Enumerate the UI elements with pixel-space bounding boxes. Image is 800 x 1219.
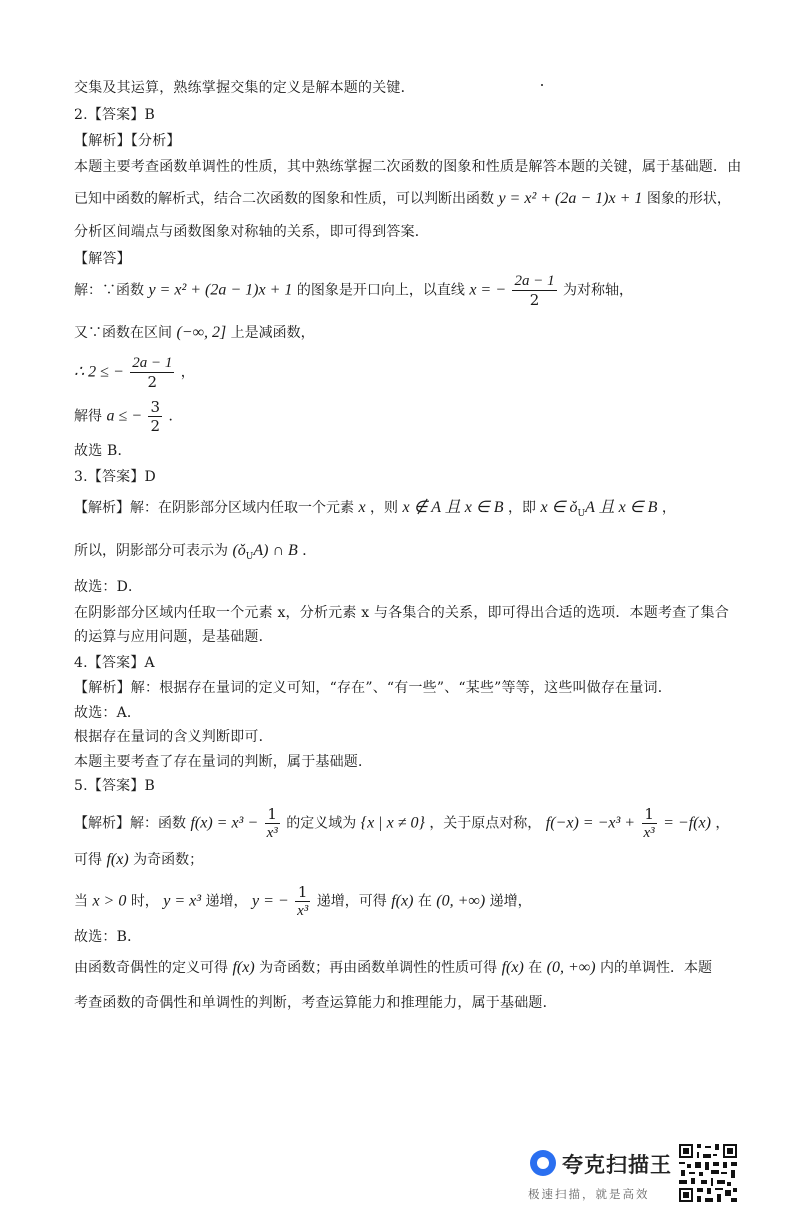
fraction	[265, 805, 280, 842]
text-span: ，	[715, 815, 730, 832]
fraction-denominator: x³	[297, 903, 309, 919]
answer-heading: 5.【答案】B	[74, 778, 156, 794]
text-span: 为奇函数；再由函数单调性的性质可得	[259, 960, 498, 976]
text-span: ．	[168, 408, 183, 425]
text-line: 根据存在量词的含义判断即可．	[74, 729, 273, 745]
text-line	[74, 272, 734, 309]
math-expression: y = x² + (2a − 1)x + 1	[148, 281, 293, 299]
text-line	[74, 883, 734, 920]
text-span: 在	[528, 960, 543, 976]
text-line	[74, 188, 734, 210]
fraction-numerator: 1	[265, 805, 280, 824]
text-line	[74, 805, 734, 842]
math-expression: = −f(x)	[663, 814, 711, 832]
text-line: 本题主要考查了存在量词的判断，属于基础题．	[74, 754, 373, 770]
text-span: 图象的形状，	[646, 191, 731, 207]
text-span: 【解析】解：在阴影部分区域内任取一个元素	[74, 500, 354, 516]
math-expression: {x | x ≠ 0}	[360, 814, 425, 832]
fraction-numerator: 2a − 1	[514, 273, 555, 289]
text-span: 为奇函数；	[133, 852, 204, 868]
answer-heading: 4.【答案】A	[74, 655, 155, 671]
text-line: 【解析】解：根据存在量词的定义可知，“存在”、“有一些”、“某些”等等，这些叫做存在量词．	[74, 680, 672, 696]
analysis-heading: 【解析】【分析】	[74, 133, 181, 149]
text-line: 本题主要考查函数单调性的性质，其中熟练掌握二次函数的图象和性质是解答本题的关键，属于基础题．由	[74, 159, 742, 175]
fraction-numerator: 2a − 1	[132, 355, 173, 371]
math-expression: (0, +∞)	[546, 959, 596, 976]
text-line: 的运算与应用问题，是基础题．	[74, 629, 273, 645]
fraction	[148, 398, 162, 435]
brand-slogan: 极速扫描，就是高效	[528, 1187, 650, 1201]
text-span: 所以，阴影部分可表示为	[74, 543, 228, 559]
math-expression: x ∈ ǒ	[540, 499, 578, 516]
text-span: 在	[417, 893, 432, 910]
text-span: 解得	[74, 408, 102, 425]
fraction	[295, 883, 310, 920]
text-span: 的定义域为	[286, 815, 357, 832]
text-span: 递增，	[489, 893, 532, 910]
fraction	[642, 805, 657, 842]
text-line: 交集及其运算，熟练掌握交集的定义是解本题的关键．	[74, 80, 415, 96]
text-span: 递增，	[205, 893, 248, 910]
math-expression: x	[358, 499, 366, 516]
text-line: 分析区间端点与函数图象对称轴的关系，即可得到答案．	[74, 224, 429, 240]
text-span: ，关于原点对称，	[429, 815, 542, 832]
fraction-denominator: 2	[150, 417, 161, 435]
text-span: 时，	[130, 893, 159, 910]
text-span: 已知中函数的解析式，结合二次函数的图象和性质，可以判断出函数	[74, 191, 494, 207]
math-expression: f(x)	[501, 959, 524, 976]
text-span: ，则	[370, 500, 399, 516]
fraction-denominator: 2	[147, 373, 158, 391]
math-expression: y = x² + (2a − 1)x + 1	[498, 190, 643, 207]
answer-heading: 2.【答案】B	[74, 107, 156, 123]
fraction	[130, 354, 174, 391]
text-span: 当	[74, 893, 88, 910]
quark-logo-icon	[530, 1150, 556, 1176]
answer-heading: 3.【答案】D	[74, 469, 156, 485]
brand-name: 夸克扫描王	[562, 1153, 672, 1177]
math-expression: f(x)	[106, 851, 129, 868]
fraction-denominator: x³	[266, 825, 278, 841]
math-expression: f(x) = x³ −	[190, 814, 259, 832]
fraction-numerator: 3	[150, 398, 161, 416]
math-expression: (0, +∞)	[436, 892, 486, 910]
text-span: 上是减函数，	[230, 325, 315, 341]
math-expression: f(−x) = −x³ +	[545, 814, 636, 832]
text-span: ，	[180, 364, 195, 381]
text-span: ．	[302, 543, 317, 559]
math-expression: y = x³	[163, 892, 202, 910]
math-expression: x ∉ A 且 x ∈ B	[402, 499, 504, 516]
text-line: 故选：B．	[74, 929, 142, 945]
text-line	[74, 322, 734, 344]
math-expression: f(x)	[391, 892, 414, 910]
solution-heading: 【解答】	[74, 251, 131, 267]
subscript: U	[577, 508, 586, 519]
text-line: 考查函数的奇偶性和单调性的判断，考查运算能力和推理能力，属于基础题．	[74, 995, 557, 1011]
math-expression: x > 0	[92, 892, 127, 910]
text-span: 的图象是开口向上，以直线	[296, 282, 465, 299]
math-expression: A) ∩ B	[253, 542, 298, 559]
math-expression: y = −	[251, 892, 289, 910]
text-line: 故选：A．	[74, 705, 142, 721]
text-span: 递增，可得	[316, 893, 387, 910]
subscript: U	[245, 551, 254, 562]
text-line	[74, 540, 734, 568]
text-line	[74, 398, 734, 435]
text-line	[74, 497, 734, 525]
math-expression: (−∞, 2]	[176, 324, 227, 341]
text-span: 解：∵函数	[74, 282, 144, 299]
text-span: 由函数奇偶性的定义可得	[74, 960, 228, 976]
text-span: ，即	[507, 500, 536, 516]
text-span: 【解析】解：函数	[74, 815, 186, 832]
fraction-numerator: 1	[295, 883, 310, 902]
text-span: 内的单调性．本题	[599, 960, 712, 976]
text-span: 可得	[74, 852, 102, 868]
math-expression: x = −	[469, 281, 507, 299]
text-line: 故选 B．	[74, 443, 132, 459]
text-span: 为对称轴，	[563, 282, 634, 299]
text-line: 故选：D．	[74, 579, 143, 595]
text-span: ，	[661, 500, 676, 516]
math-expression: A 且 x ∈ B	[585, 499, 658, 516]
text-span: 又∵函数在区间	[74, 325, 172, 341]
text-line: 在阴影部分区域内任取一个元素 x，分析元素 x 与各集合的关系，即可得出合适的选项．本题考查了集合	[74, 605, 729, 621]
scanner-watermark	[528, 1145, 672, 1205]
qr-code-icon	[677, 1142, 739, 1204]
math-expression: a ≤ −	[106, 407, 143, 425]
math-expression: f(x)	[232, 959, 255, 976]
math-expression: (ǒ	[232, 542, 246, 559]
fraction-numerator: 1	[642, 805, 657, 824]
text-line	[74, 849, 734, 871]
text-line	[74, 354, 734, 391]
math-expression: ∴ 2 ≤ −	[74, 363, 124, 381]
fraction	[512, 272, 556, 309]
text-line	[74, 957, 734, 979]
fraction-denominator: 2	[529, 291, 540, 309]
fraction-denominator: x³	[643, 825, 655, 841]
